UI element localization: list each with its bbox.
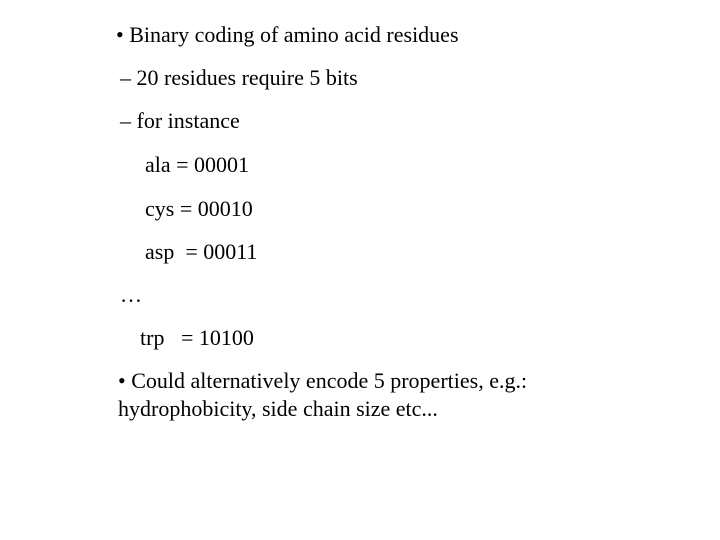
bullet-alternative-encoding: • Could alternatively encode 5 properties, e.g.: hydrophobicity, side chain size etc...: [118, 368, 528, 421]
code-cys: cys = 00010: [145, 196, 253, 221]
code-trp: trp = 10100: [140, 325, 254, 350]
bullet-binary-coding: • Binary coding of amino acid residues: [116, 22, 459, 47]
sub-bullet-20-residues: – 20 residues require 5 bits: [120, 65, 358, 90]
ellipsis: …: [120, 282, 142, 307]
sub-bullet-for-instance: – for instance: [120, 108, 240, 133]
code-asp: asp = 00011: [145, 239, 258, 264]
code-ala: ala = 00001: [145, 152, 250, 177]
